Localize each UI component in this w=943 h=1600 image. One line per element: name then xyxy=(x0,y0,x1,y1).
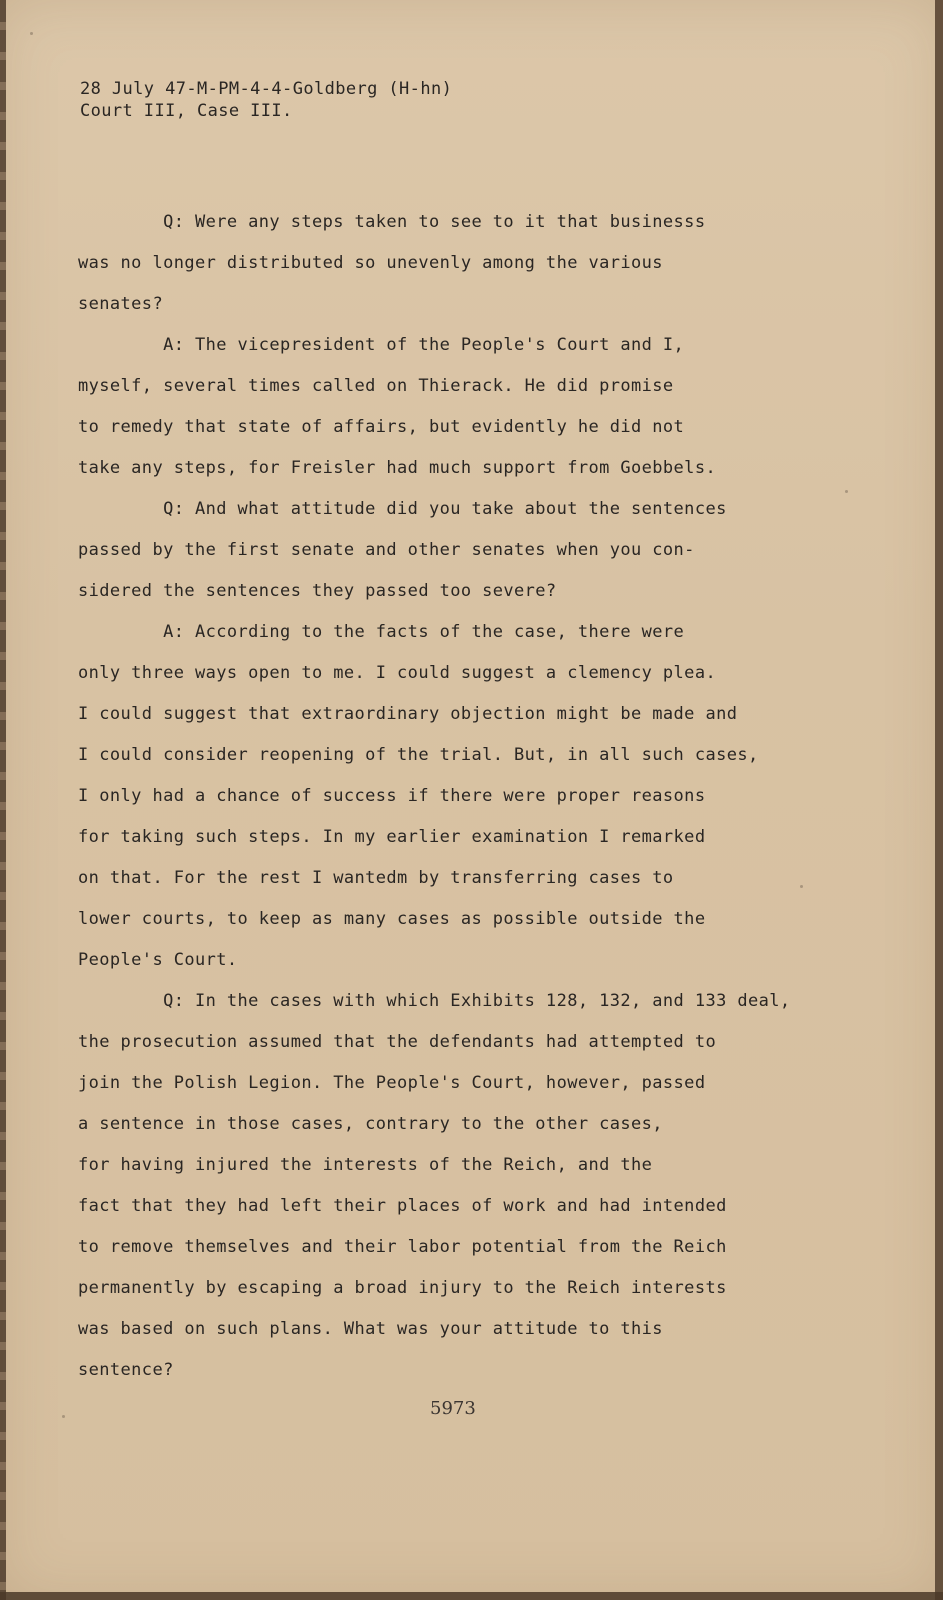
transcript-line: the prosecution assumed that the defendants had attempted to xyxy=(78,1032,717,1052)
transcript-line: was based on such plans. What was your attitude to this xyxy=(78,1319,663,1339)
transcript-line: lower courts, to keep as many cases as possible outside the xyxy=(78,909,706,929)
page-bottom-edge xyxy=(0,1592,943,1600)
paper-speck xyxy=(30,32,33,35)
transcript-line: for taking such steps. In my earlier examination I remarked xyxy=(78,827,706,847)
transcript-line: I only had a chance of success if there were proper reasons xyxy=(78,786,706,806)
transcript-line: a sentence in those cases, contrary to the other cases, xyxy=(78,1114,663,1134)
transcript-line: for having injured the interests of the Reich, and the xyxy=(78,1155,653,1175)
transcript-line: was no longer distributed so unevenly among the various xyxy=(78,253,663,273)
transcript-line: People's Court. xyxy=(78,950,238,970)
transcript-line: to remedy that state of affairs, but evidently he did not xyxy=(78,417,685,437)
transcript-line: passed by the first senate and other senates when you con- xyxy=(78,540,695,560)
document-header xyxy=(80,78,452,122)
page-number: 5973 xyxy=(430,1398,476,1419)
transcript-body xyxy=(78,202,878,1391)
transcript-line: join the Polish Legion. The People's Court, however, passed xyxy=(78,1073,706,1093)
transcript-line: Q: And what attitude did you take about the sentences xyxy=(78,499,727,519)
transcript-line: fact that they had left their places of work and had intended xyxy=(78,1196,727,1216)
header-date-line: 28 July 47-M-PM-4-4-Goldberg (H-hn) xyxy=(80,79,453,99)
transcript-line: Q: Were any steps taken to see to it that businesss xyxy=(78,212,706,232)
transcript-line: Q: In the cases with which Exhibits 128, 132, and 133 deal, xyxy=(78,991,791,1011)
paper-speck xyxy=(62,1415,65,1418)
transcript-line: A: The vicepresident of the People's Court and I, xyxy=(78,335,685,355)
transcript-line: on that. For the rest I wantedm by transferring cases to xyxy=(78,868,674,888)
transcript-line: take any steps, for Freisler had much support from Goebbels. xyxy=(78,458,717,478)
page-left-edge xyxy=(0,0,6,1600)
transcript-line: only three ways open to me. I could suggest a clemency plea. xyxy=(78,663,717,683)
transcript-line: I could suggest that extraordinary objection might be made and xyxy=(78,704,738,724)
transcript-line: A: According to the facts of the case, there were xyxy=(78,622,685,642)
header-court-line: Court III, Case III. xyxy=(80,101,293,121)
transcript-line: sidered the sentences they passed too severe? xyxy=(78,581,557,601)
page-right-edge xyxy=(935,0,943,1600)
transcript-line: to remove themselves and their labor potential from the Reich xyxy=(78,1237,727,1257)
transcript-line: I could consider reopening of the trial. But, in all such cases, xyxy=(78,745,759,765)
transcript-line: senates? xyxy=(78,294,164,314)
transcript-line: myself, several times called on Thierack. He did promise xyxy=(78,376,674,396)
transcript-line: permanently by escaping a broad injury to the Reich interests xyxy=(78,1278,727,1298)
transcript-line: sentence? xyxy=(78,1360,174,1380)
